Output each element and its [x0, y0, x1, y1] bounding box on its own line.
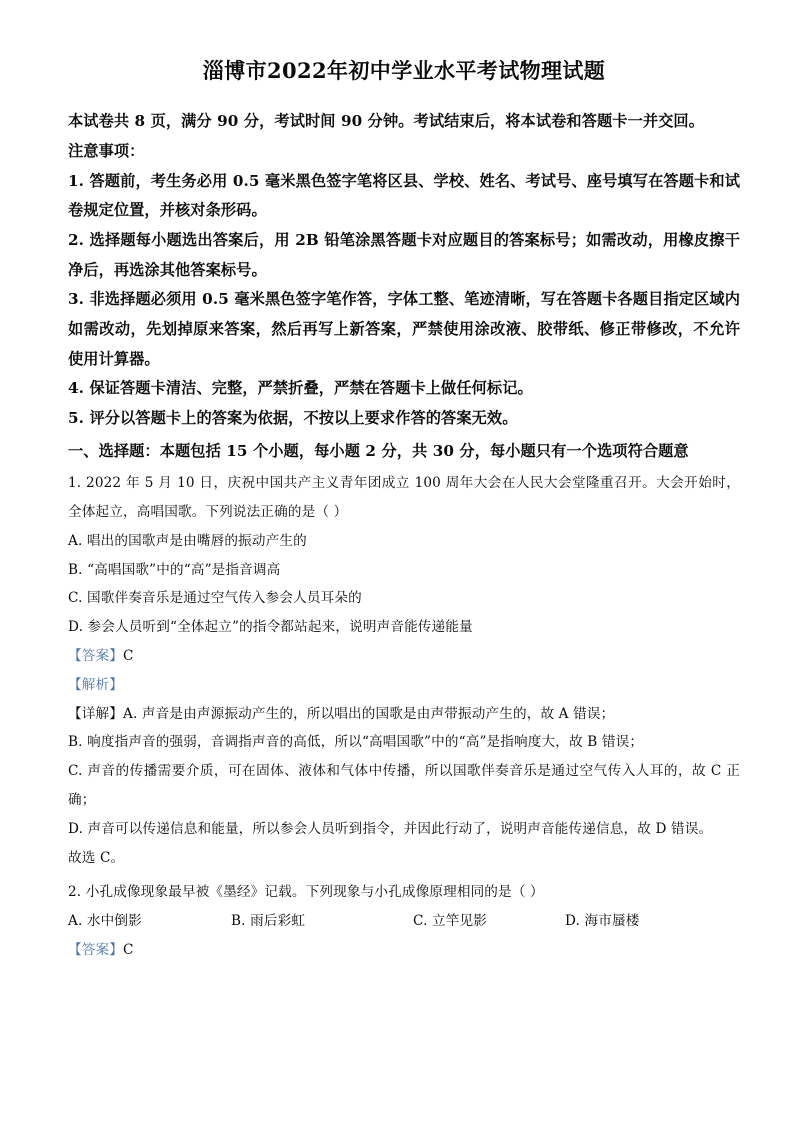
notice-item-2: 2. 选择题每小题选出答案后，用 2B 铅笔涂黑答题卡对应题目的答案标号；如需改动，用橡皮擦干净后，再选涂其他答案标号。	[68, 230, 740, 279]
analysis-tag: 【解析】	[68, 676, 123, 693]
question-1-analysis-line	[68, 671, 740, 700]
section-heading-choice: 一、选择题：本题包括 15 个小题，每小题 2 分，共 30 分，每小题只有一个选项符合题意	[68, 442, 689, 461]
answer-tag: 【答案】	[68, 647, 123, 664]
answer-tag: 【答案】	[68, 942, 123, 959]
question-1-detail-c: C. 声音的传播需要介质，可在固体、液体和气体中传播，所以国歌伴奏音乐是通过空气传入人耳的，故 C 正确；	[68, 763, 740, 809]
question-1-answer-value: C	[122, 647, 134, 664]
question-2-stem: 2. 小孔成像现象最早被《墨经》记载。下列现象与小孔成像原理相同的是（ ）	[68, 884, 544, 901]
question-1-detail-first	[68, 700, 740, 729]
question-gap	[68, 872, 740, 876]
question-2-options-row	[68, 907, 740, 936]
question-1-option-b: B. “高唱国歌”中的“高”是指音调高	[68, 561, 281, 578]
question-2-option-d: D. 海市蜃楼	[565, 913, 640, 930]
detail-tag: 【详解】	[68, 705, 123, 722]
notice-item-4: 4. 保证答题卡清洁、完整，严禁折叠，严禁在答题卡上做任何标记。	[68, 379, 533, 398]
question-2-answer-value: C	[122, 942, 134, 959]
question-1-detail-d: D. 声音可以传递信息和能量，所以参会人员听到指令，并因此行动了，说明声音能传递信息，故 D 错误。	[68, 820, 713, 837]
notice-item-3: 3. 非选择题必须用 0.5 毫米黑色签字笔作答，字体工整、笔迹清晰，写在答题卡各题目指定区域内如需改动，先划掉原来答案，然后再写上新答案，严禁使用涂改液、胶带纸、修正带修改，不允许使用计算器。	[68, 290, 740, 368]
document-content	[68, 56, 740, 965]
notice-item-1: 1. 答题前，考生务必用 0.5 毫米黑色签字笔将区县、学校、姓名、考试号、座号填写在答题卡和试卷规定位置，并核对条形码。	[68, 171, 740, 220]
notice-item-5: 5. 评分以答题卡上的答案为依据，不按以上要求作答的答案无效。	[68, 408, 518, 427]
question-1-detail-a: A. 声音是由声源振动产生的，所以唱出的国歌是由声带振动产生的，故 A 错误；	[122, 705, 615, 722]
question-2-option-a: A. 水中倒影	[68, 913, 142, 930]
question-2-option-c: C. 立竿见影	[413, 913, 487, 930]
page-title: 淄博市2022年初中学业水平考试物理试题	[202, 58, 606, 83]
question-1-detail-b: B. 响度指声音的强弱，音调指声音的高低，所以“高唱国歌”中的“高”是指响度大，故 B 错误；	[68, 734, 644, 751]
question-1-detail-conclusion: 故选 C。	[68, 849, 125, 866]
question-1-answer-line	[68, 642, 740, 671]
question-1-option-a: A. 唱出的国歌声是由嘴唇的振动产生的	[68, 532, 307, 549]
notice-heading: 注意事项：	[68, 142, 145, 161]
question-2-answer-line	[68, 936, 740, 965]
question-2-option-b: B. 雨后彩虹	[231, 913, 306, 930]
question-1-option-d: D. 参会人员听到“全体起立”的指令都站起来，说明声音能传递能量	[68, 619, 473, 636]
question-1-stem: 1. 2022 年 5 月 10 日，庆祝中国共产主义青年团成立 100 周年大会在人民大会堂隆重召开。大会开始时，全体起立，高唱国歌。下列说法正确的是（ ）	[68, 475, 740, 520]
header-note: 本试卷共 8 页，满分 90 分，考试时间 90 分钟。考试结束后，将本试卷和答题卡一并交回。	[68, 112, 705, 131]
question-1-option-c: C. 国歌伴奏音乐是通过空气传入参会人员耳朵的	[68, 590, 362, 607]
